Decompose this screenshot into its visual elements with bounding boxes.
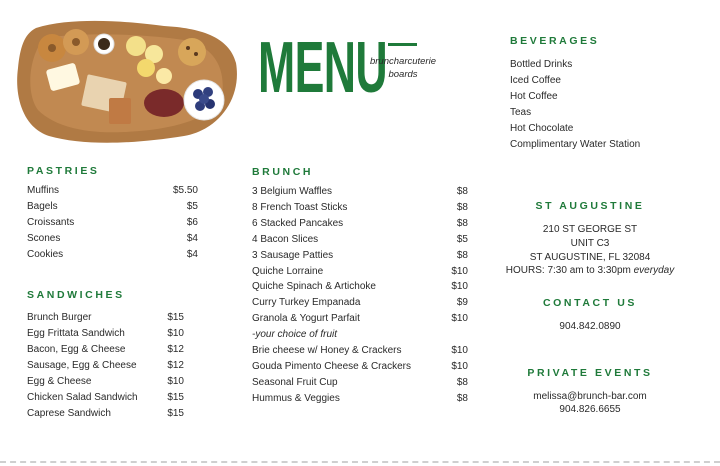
hours-line <box>490 265 690 276</box>
brunch-item-price: $8 <box>456 249 468 261</box>
sandwiches-item-name: Chicken Salad Sandwich <box>27 392 138 403</box>
contact-phone[interactable]: 904.842.0890 <box>559 321 621 332</box>
sandwiches-heading: SANDWICHES <box>27 289 125 301</box>
private-events-phone[interactable]: 904.826.6655 <box>559 404 621 415</box>
brunch-item-name: Curry Turkey Empanada <box>252 297 361 309</box>
brunch-item-name: Granola & Yogurt Parfait <box>252 313 360 325</box>
hours-text: HOURS: 7:30 am to 3:30pm <box>505 265 631 276</box>
private-events-heading: PRIVATE EVENTS <box>527 367 653 379</box>
beverages-item-name: Teas <box>510 107 532 118</box>
address-line-2: UNIT C3 <box>570 238 610 249</box>
brunch-item-price: $9 <box>456 297 468 309</box>
sandwiches-item-price: $15 <box>167 312 184 323</box>
brunch-item-price: $8 <box>456 392 468 404</box>
pastries-item-name: Croissants <box>27 217 75 228</box>
brunch-item-name: Brie cheese w/ Honey & Crackers <box>252 345 402 356</box>
brunch-item-price: $8 <box>456 376 468 388</box>
pastries-item-price: $4 <box>186 233 198 244</box>
pastries-item-name: Bagels <box>27 201 58 212</box>
brunch-item-name: Quiche Spinach & Artichoke <box>252 281 376 293</box>
sandwiches-item-price: $10 <box>167 376 184 387</box>
menu-title: MENU <box>258 28 387 108</box>
brunch-item-price: $10 <box>451 313 468 325</box>
brunch-item-price: $10 <box>451 265 468 277</box>
brunch-item-name: 3 Sausage Patties <box>252 249 334 261</box>
pastries-item-name: Cookies <box>27 249 64 260</box>
sandwiches-item-price: $15 <box>167 392 184 403</box>
sandwiches-item-name: Egg Frittata Sandwich <box>27 328 125 339</box>
pastries-item-price: $6 <box>186 217 198 228</box>
brunch-item-name: 6 Stacked Pancakes <box>252 217 344 229</box>
hours-note: everyday <box>633 265 675 276</box>
pastries-item-price: $4 <box>186 249 198 260</box>
beverages-item-name: Iced Coffee <box>510 75 561 86</box>
brunch-item-name: 4 Bacon Slices <box>252 233 319 245</box>
brunch-item-price: $10 <box>451 281 468 293</box>
title-accent-bar <box>388 43 417 46</box>
brunch-item-name: Hummus & Veggies <box>252 392 340 404</box>
tagline-line-2: boards <box>388 69 418 80</box>
private-events-email[interactable]: melissa@brunch-bar.com <box>533 391 647 402</box>
sandwiches-item-name: Egg & Cheese <box>27 376 92 387</box>
contact-heading: CONTACT US <box>542 297 638 309</box>
brunch-item-price: $5 <box>456 233 468 245</box>
brunch-item-price: $8 <box>456 201 468 213</box>
beverages-item-name: Complimentary Water Station <box>510 139 641 150</box>
address-line-3: ST AUGUSTINE, FL 32084 <box>529 252 651 263</box>
sandwiches-item-name: Brunch Burger <box>27 312 92 323</box>
brunch-item-name: Quiche Lorraine <box>252 265 324 277</box>
sandwiches-item-name: Bacon, Egg & Cheese <box>27 344 126 355</box>
tagline-line-1: bruncharcuterie <box>369 56 436 67</box>
location-heading: ST AUGUSTINE <box>535 200 645 212</box>
brunch-item-price: $8 <box>456 217 468 229</box>
beverages-item-name: Bottled Drinks <box>510 59 573 70</box>
brunch-item-name: 8 French Toast Sticks <box>252 201 348 213</box>
sandwiches-item-price: $12 <box>167 344 184 355</box>
brunch-item-price: $8 <box>456 186 468 197</box>
brunch-item-name: Gouda Pimento Cheese & Crackers <box>252 360 411 372</box>
sandwiches-item-price: $10 <box>167 328 184 339</box>
brunch-item-price: $10 <box>451 345 468 356</box>
brunch-item-name: -your choice of fruit <box>252 329 338 341</box>
brunch-item-name: Seasonal Fruit Cup <box>252 376 338 388</box>
bottom-dashed-border <box>0 461 720 463</box>
brunch-item-name: 3 Belgium Waffles <box>252 186 333 197</box>
address-line-1: 210 ST GEORGE ST <box>542 224 638 235</box>
sandwiches-item-price: $12 <box>167 360 184 371</box>
pastries-item-price: $5 <box>186 201 198 212</box>
beverages-heading: BEVERAGES <box>510 35 600 47</box>
sandwiches-item-price: $15 <box>167 408 184 419</box>
charcuterie-board-image <box>14 18 240 146</box>
sandwiches-item-name: Sausage, Egg & Cheese <box>27 360 137 371</box>
pastries-item-name: Scones <box>27 233 61 244</box>
pastries-item-name: Muffins <box>27 185 60 196</box>
sandwiches-item-name: Caprese Sandwich <box>27 408 111 419</box>
brunch-heading: BRUNCH <box>252 166 314 178</box>
brunch-item-price: $10 <box>451 360 468 372</box>
pastries-item-price: $5.50 <box>172 185 198 196</box>
beverages-item-name: Hot Coffee <box>510 91 558 102</box>
beverages-item-name: Hot Chocolate <box>510 123 574 134</box>
tagline <box>355 55 451 81</box>
pastries-heading: PASTRIES <box>27 165 100 177</box>
